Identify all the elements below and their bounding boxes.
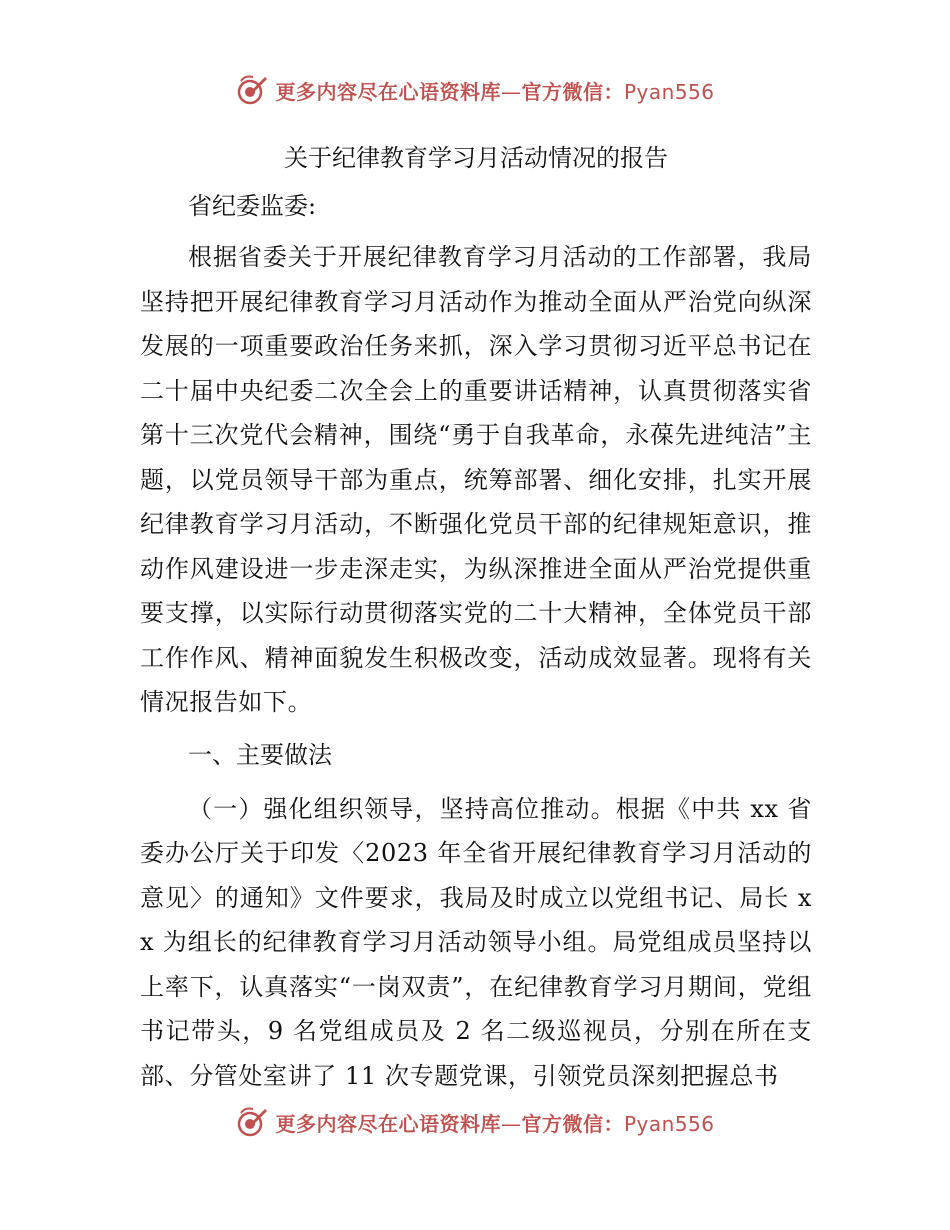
watermark-text: 更多内容尽在心语资料库—官方微信：Pyan556 <box>275 1111 715 1136</box>
header-watermark <box>0 70 950 110</box>
salutation: 省纪委监委: <box>188 192 317 220</box>
paragraph-intro: 根据省委关于开展纪律教育学习月活动的工作部署，我局坚持把开展纪律教育学习月活动作为推动全面从严治党向纵深发展的一项重要政治任务来抓，深入学习贯彻习近平总书记在二十届中央纪委二次全会上的重要讲话精神，认真贯彻落实省第十三次党代会精神，围绕“勇于自我革命，永葆先进纯洁”主题，以党员领导干部为重点，统筹部署、细化安排，扎实开展纪律教育学习月活动，不断强化党员干部的纪律规矩意识，推动作风建设进一步走深走实，为纵深推进全面从严治党提供重要支撑，以实际行动贯彻落实党的二十大精神，全体党员干部工作作风、精神面貌发生积极改变，活动成效显著。现将有关情况报告如下。 <box>140 243 812 716</box>
pen-nib-logo-icon <box>235 73 269 107</box>
section-heading: 一、主要做法 <box>188 740 332 769</box>
pen-nib-logo-icon <box>235 1105 269 1139</box>
footer-watermark <box>0 1102 950 1142</box>
watermark-text: 更多内容尽在心语资料库—官方微信：Pyan556 <box>275 79 715 104</box>
document-title: 关于纪律教育学习月活动情况的报告 <box>284 144 668 172</box>
document-body <box>140 138 812 1098</box>
paragraph-section-1: （一）强化组织领导，坚持高位推动。根据《中共 xx 省委办公厅关于印发〈2023 年全省开展纪律教育学习月活动的意见〉的通知》文件要求，我局及时成立以党组书记、局长 xx 为组长的纪律教育学习月活动领导小组。局党组成员坚持以上率下，认真落实“一岗双责”，在纪律教育学习月期间，党组书记带头，9 名党组成员及 2 名二级巡视员，分别在所在支部、分管处室讲了 11 次专题党课，引领党员深刻把握总书 <box>140 794 812 1090</box>
